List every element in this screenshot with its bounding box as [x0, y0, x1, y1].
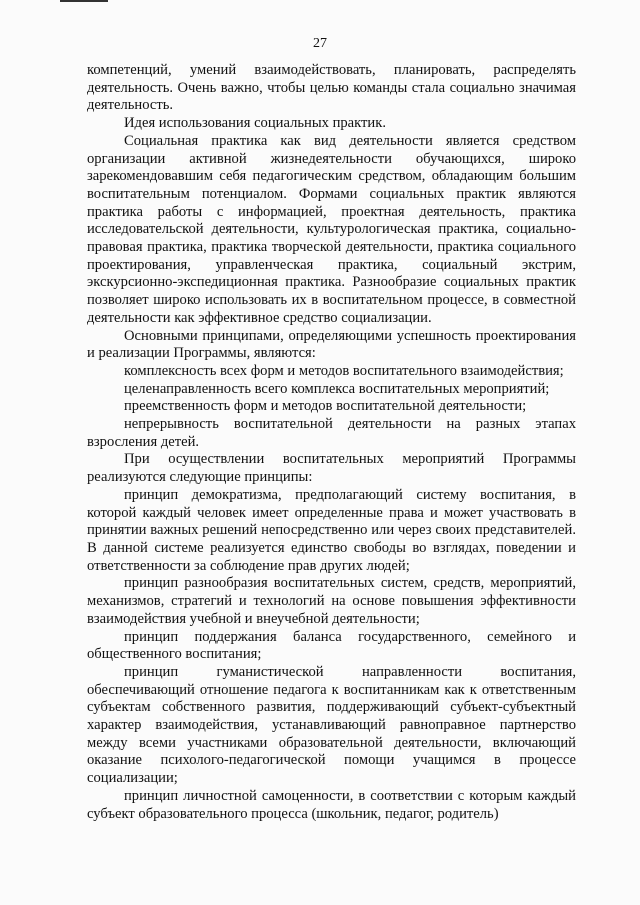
list-item: принцип гуманистической направленности воспитания, обеспечивающий отношение педагога к воспитанникам как к ответственным субъектам собственного развития, поддерживающий субъект-субъектный характер взаимодействия, устанавливающий равноправное партнерство между всеми участниками образовательной деятельности, включающий оказание психолого-педагогической помощи учащимся в процессе социализации;	[87, 663, 576, 787]
list-item: непрерывность воспитательной деятельности на разных этапах взросления детей.	[87, 416, 576, 450]
list-item: принцип личностной самоценности, в соответствии с которым каждый субъект образовательного процесса (школьник, педагог, родитель)	[87, 787, 576, 822]
paragraph: компетенций, умений взаимодействовать, планировать, распределять деятельность. Очень важно, чтобы целью команды стала социально значимая деятельность.	[87, 62, 576, 114]
document-body	[87, 62, 576, 823]
list-item: принцип разнообразия воспитательных систем, средств, мероприятий, механизмов, стратегий и технологий на основе повышения эффективности взаимодействия учебной и внеучебной деятельности;	[87, 575, 576, 627]
list-item: принцип поддержания баланса государственного, семейного и общественного воспитания;	[87, 628, 576, 663]
scan-edge-mark	[60, 0, 108, 2]
list-item: комплексность всех форм и методов воспитательного взаимодействия;	[124, 362, 564, 379]
paragraph: Основными принципами, определяющими успешность проектирования и реализации Программы, являются:	[87, 327, 576, 362]
paragraph: При осуществлении воспитательных мероприятий Программы реализуются следующие принципы:	[87, 451, 576, 486]
list-item: целенаправленность всего комплекса воспитательных мероприятий;	[124, 380, 550, 397]
paragraph: Идея использования социальных практик.	[124, 115, 386, 132]
page-number: 27	[313, 36, 327, 51]
list-item: преемственность форм и методов воспитательной деятельности;	[124, 398, 527, 415]
list-item: принцип демократизма, предполагающий систему воспитания, в которой каждый человек имеет определенные права и может участвовать в принятии важных решений непосредственно или через своих представителей. В данной системе реализуется единство свободы во взглядах, поведении и ответственности за соблюдение прав других людей;	[87, 486, 576, 574]
paragraph: Социальная практика как вид деятельности является средством организации активной жизнедеятельности обучающихся, широко зарекомендовавшим себя педагогическим средством, обладающим большим воспитательным потенциалом. Формами социальных практик являются практика работы с информацией, проектная деятельность, практика исследовательской деятельности, культурологическая практика, социально-правовая практика, практика творческой деятельности, практика социального проектирования, управленческая практика, социальный экстрим, экскурсионно-экспедиционная практика. Разнообразие социальных практик позволяет широко использовать их в воспитательном процессе, в совместной деятельности как эффективное средство социализации.	[87, 132, 576, 326]
